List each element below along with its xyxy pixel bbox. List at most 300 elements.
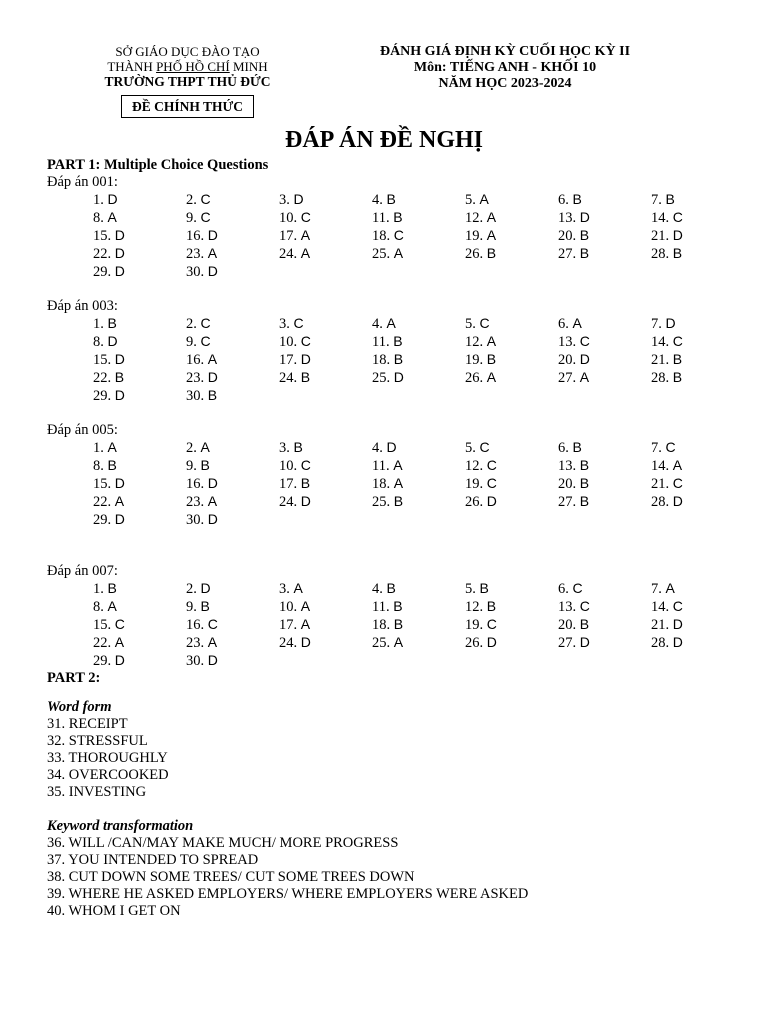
answer-letter: B (107, 315, 117, 331)
answer-letter: A (572, 315, 582, 331)
answer-item (93, 634, 186, 652)
answer-item (465, 227, 558, 245)
answer-letter: B (579, 245, 590, 261)
answer-item (372, 227, 465, 245)
answer-letter: B (107, 580, 117, 596)
answer-item (93, 191, 186, 209)
answer-item (93, 209, 186, 227)
keyword-transformation-list (47, 835, 737, 920)
answer-item (93, 315, 186, 333)
answer-letter: B (579, 227, 590, 243)
question-number: 16. (186, 228, 208, 244)
answer-item (465, 191, 558, 209)
question-number: 3. (279, 581, 294, 597)
answer-item (279, 475, 372, 493)
question-number: 17. (279, 617, 301, 633)
question-number: 9. (186, 599, 201, 615)
question-number: 1. (93, 440, 108, 456)
answer-item (465, 475, 558, 493)
question-number: 25. (372, 635, 394, 651)
answer-letter: A (665, 580, 675, 596)
answer-letter: D (207, 475, 218, 491)
answer-item (558, 191, 651, 209)
question-number: 19. (465, 352, 487, 368)
question-number: 18. (372, 617, 394, 633)
question-number: 3. (279, 192, 294, 208)
school-year: NĂM HỌC 2023-2024 (438, 76, 572, 91)
question-number: 27. (558, 370, 580, 386)
answer-item (186, 511, 279, 529)
answer-letter: D (114, 387, 125, 403)
answer-letter: D (114, 475, 125, 491)
question-number: 5. (465, 581, 480, 597)
answer-letter: A (293, 580, 303, 596)
question-number: 29. (93, 388, 115, 404)
question-number: 6. (558, 440, 573, 456)
answer-letter: D (207, 652, 218, 668)
answer-item (372, 245, 465, 263)
answer-letter: B (386, 580, 396, 596)
answer-letter: D (293, 191, 304, 207)
question-number: 12. (465, 210, 487, 226)
answer-item (279, 616, 372, 634)
question-number: 12. (465, 599, 487, 615)
answer-letter: C (672, 598, 683, 614)
answer-letter: A (207, 634, 218, 650)
answer-item (279, 227, 372, 245)
word-form-title: Word form (47, 699, 112, 715)
answer-letter: C (114, 616, 125, 632)
question-number: 14. (651, 210, 673, 226)
question-number: 18. (372, 352, 394, 368)
answer-grid (93, 439, 737, 529)
answer-item (186, 652, 279, 670)
question-number: 22. (93, 635, 115, 651)
answer-letter: B (579, 475, 590, 491)
answer-item (558, 457, 651, 475)
answer-item (186, 634, 279, 652)
answer-item (186, 315, 279, 333)
answer-letter: B (579, 616, 590, 632)
answer-item (558, 616, 651, 634)
question-number: 4. (372, 440, 387, 456)
list-item: 35. INVESTING (47, 784, 147, 800)
question-number: 2. (186, 316, 201, 332)
answer-letter: D (114, 511, 125, 527)
question-number: 2. (186, 581, 201, 597)
answer-item (558, 580, 651, 598)
answer-item (93, 598, 186, 616)
question-number: 22. (93, 246, 115, 262)
answer-letter: A (386, 315, 396, 331)
answer-letter: A (207, 493, 218, 509)
question-number: 7. (651, 316, 666, 332)
question-number: 25. (372, 494, 394, 510)
answer-letter: B (393, 616, 404, 632)
question-number: 23. (186, 494, 208, 510)
answer-item (558, 369, 651, 387)
question-number: 11. (372, 458, 394, 474)
answer-item (186, 457, 279, 475)
question-number: 16. (186, 617, 208, 633)
answer-item (651, 351, 744, 369)
answer-item (279, 369, 372, 387)
answer-item (279, 493, 372, 511)
answer-item (372, 333, 465, 351)
answer-letter: B (393, 209, 403, 225)
answer-letter: A (200, 439, 210, 455)
answer-item (372, 598, 465, 616)
answer-grid (93, 580, 737, 670)
answer-item (372, 369, 465, 387)
answer-item (651, 333, 744, 351)
answer-item (279, 191, 372, 209)
answer-letter: D (300, 493, 311, 509)
answer-item (651, 634, 744, 652)
answer-letter: C (293, 315, 304, 331)
answer-letter: B (672, 245, 683, 261)
question-number: 1. (93, 316, 108, 332)
list-item: 36. WILL /CAN/MAY MAKE MUCH/ MORE PROGRESS (47, 835, 399, 851)
answer-letter: C (579, 598, 590, 614)
answer-item (93, 263, 186, 281)
answer-item (651, 227, 744, 245)
answer-item (558, 227, 651, 245)
answer-letter: B (393, 598, 403, 614)
answer-item (558, 439, 651, 457)
answer-item (93, 387, 186, 405)
answer-letter: C (486, 475, 497, 491)
answer-letter: C (672, 209, 683, 225)
question-number: 5. (465, 192, 480, 208)
answer-item (186, 191, 279, 209)
answer-item (651, 493, 744, 511)
answer-item (465, 493, 558, 511)
answer-letter: C (200, 315, 211, 331)
question-number: 24. (279, 635, 301, 651)
answer-letter: D (672, 227, 683, 243)
question-number: 1. (93, 581, 108, 597)
question-number: 12. (465, 334, 487, 350)
page-title: ĐÁP ÁN ĐỀ NGHỊ (284, 127, 483, 153)
question-number: 16. (186, 476, 208, 492)
question-number: 18. (372, 476, 394, 492)
answer-item (465, 634, 558, 652)
answer-item (93, 493, 186, 511)
answer-letter: B (572, 191, 582, 207)
answer-letter: D (114, 245, 125, 261)
answer-item (465, 351, 558, 369)
answer-letter: C (486, 457, 497, 473)
subject-line: Môn: TIẾNG ANH - KHỐI 10 (413, 60, 597, 75)
question-number: 9. (186, 334, 201, 350)
answer-item (651, 315, 744, 333)
answer-item (93, 475, 186, 493)
word-form-list (47, 716, 737, 801)
answer-item (372, 580, 465, 598)
answer-letter: B (114, 369, 125, 385)
list-item: 38. CUT DOWN SOME TREES/ CUT SOME TREES DOWN (47, 869, 415, 885)
answer-letter: D (114, 652, 125, 668)
answer-letter: D (672, 616, 683, 632)
answer-item (465, 457, 558, 475)
answer-item (279, 457, 372, 475)
question-number: 15. (93, 476, 115, 492)
question-number: 30. (186, 653, 208, 669)
question-number: 22. (93, 370, 115, 386)
answer-item (372, 209, 465, 227)
answer-letter: C (479, 439, 490, 455)
answer-letter: D (207, 227, 218, 243)
answer-letter: D (207, 369, 218, 385)
question-number: 4. (372, 316, 387, 332)
question-number: 22. (93, 494, 115, 510)
question-number: 21. (651, 476, 673, 492)
part2-title: PART 2: (47, 670, 101, 686)
answer-letter: C (572, 580, 583, 596)
answer-letter: A (486, 209, 497, 225)
answer-letter: A (114, 634, 125, 650)
question-number: 27. (558, 635, 580, 651)
answer-key-label: Đáp án 005: (47, 422, 118, 438)
answer-letter: B (386, 191, 396, 207)
question-number: 28. (651, 246, 673, 262)
question-number: 10. (279, 334, 301, 350)
answer-item (558, 475, 651, 493)
question-number: 20. (558, 352, 580, 368)
question-number: 28. (651, 635, 673, 651)
answer-letter: B (672, 369, 683, 385)
answer-key-003 (47, 298, 737, 405)
answer-letter: C (200, 191, 211, 207)
question-number: 1. (93, 192, 108, 208)
answer-item (372, 351, 465, 369)
answer-letter: B (300, 369, 311, 385)
answer-letter: A (393, 634, 404, 650)
question-number: 12. (465, 458, 487, 474)
answer-key-001 (47, 174, 737, 281)
question-number: 6. (558, 581, 573, 597)
answer-item (93, 652, 186, 670)
answer-item (465, 439, 558, 457)
answer-letter: A (393, 245, 404, 261)
question-number: 23. (186, 370, 208, 386)
answer-item (558, 333, 651, 351)
question-number: 27. (558, 246, 580, 262)
question-number: 2. (186, 192, 201, 208)
question-number: 13. (558, 458, 580, 474)
answer-letter: A (479, 191, 489, 207)
answer-letter: B (300, 475, 311, 491)
question-number: 28. (651, 370, 673, 386)
question-number: 2. (186, 440, 201, 456)
answer-item (93, 580, 186, 598)
answer-letter: C (479, 315, 490, 331)
question-number: 23. (186, 635, 208, 651)
question-number: 11. (372, 599, 394, 615)
answer-item (372, 634, 465, 652)
question-number: 24. (279, 494, 301, 510)
list-item: 40. WHOM I GET ON (47, 903, 181, 919)
question-number: 17. (279, 352, 301, 368)
question-number: 14. (651, 334, 673, 350)
question-number: 13. (558, 599, 580, 615)
question-number: 13. (558, 210, 580, 226)
question-number: 11. (372, 210, 394, 226)
official-exam-box: ĐỀ CHÍNH THỨC (121, 95, 254, 118)
answer-item (465, 245, 558, 263)
answer-letter: C (665, 439, 676, 455)
part1-title: PART 1: Multiple Choice Questions (47, 157, 269, 173)
question-number: 26. (465, 635, 487, 651)
answer-item (279, 351, 372, 369)
answer-letter: C (300, 333, 311, 349)
question-number: 30. (186, 388, 208, 404)
question-number: 17. (279, 476, 301, 492)
answer-letter: C (486, 616, 497, 632)
answer-item (186, 369, 279, 387)
answer-letter: B (293, 439, 303, 455)
answer-item (279, 580, 372, 598)
answer-item (651, 457, 744, 475)
answer-grid (93, 315, 737, 405)
answer-item (279, 209, 372, 227)
answer-letter: A (393, 475, 404, 491)
answer-letter: D (579, 209, 590, 225)
answer-item (186, 333, 279, 351)
question-number: 30. (186, 264, 208, 280)
question-number: 29. (93, 512, 115, 528)
answer-letter: B (486, 245, 497, 261)
question-number: 5. (465, 440, 480, 456)
answer-letter: B (486, 598, 497, 614)
city-name: THÀNH PHỐ HỒ CHÍ MINH (107, 59, 268, 74)
answer-content (47, 157, 737, 920)
answer-item (93, 511, 186, 529)
answer-item (93, 333, 186, 351)
question-number: 29. (93, 653, 115, 669)
answer-item (465, 580, 558, 598)
answer-item (186, 598, 279, 616)
answer-item (93, 369, 186, 387)
question-number: 21. (651, 617, 673, 633)
answer-item (186, 227, 279, 245)
answer-item (372, 315, 465, 333)
answer-letter: B (393, 351, 404, 367)
answer-item (93, 351, 186, 369)
answer-item (558, 634, 651, 652)
question-number: 19. (465, 617, 487, 633)
question-number: 11. (372, 334, 394, 350)
answer-item (558, 493, 651, 511)
header-left (75, 44, 300, 118)
answer-letter: C (300, 209, 311, 225)
answer-letter: D (300, 351, 311, 367)
answer-letter: B (107, 457, 117, 473)
answer-letter: A (486, 333, 497, 349)
answer-item (465, 369, 558, 387)
question-number: 26. (465, 246, 487, 262)
answer-item (93, 439, 186, 457)
answer-letter: C (200, 333, 211, 349)
question-number: 10. (279, 599, 301, 615)
answer-item (651, 245, 744, 263)
answer-item (372, 475, 465, 493)
answer-letter: A (300, 616, 311, 632)
answer-key-label: Đáp án 007: (47, 563, 118, 579)
question-number: 9. (186, 210, 201, 226)
question-number: 20. (558, 476, 580, 492)
answer-item (465, 333, 558, 351)
question-number: 4. (372, 581, 387, 597)
exam-title: ĐÁNH GIÁ ĐỊNH KỲ CUỐI HỌC KỲ II (379, 44, 631, 59)
answer-letter: D (486, 634, 497, 650)
question-number: 24. (279, 246, 301, 262)
answer-item (93, 245, 186, 263)
answer-letter: D (207, 511, 218, 527)
answer-letter: B (579, 493, 590, 509)
question-number: 29. (93, 264, 115, 280)
answer-item (279, 634, 372, 652)
answer-item (651, 369, 744, 387)
question-number: 14. (651, 458, 673, 474)
answer-item (465, 315, 558, 333)
answer-letter: D (300, 634, 311, 650)
answer-item (558, 209, 651, 227)
question-number: 6. (558, 192, 573, 208)
question-number: 21. (651, 352, 673, 368)
answer-item (186, 439, 279, 457)
answer-item (186, 616, 279, 634)
answer-item (651, 475, 744, 493)
question-number: 23. (186, 246, 208, 262)
answer-key-label: Đáp án 001: (47, 174, 118, 190)
question-number: 15. (93, 352, 115, 368)
list-item: 39. WHERE HE ASKED EMPLOYERS/ WHERE EMPLOYERS WERE ASKED (47, 886, 529, 902)
question-number: 8. (93, 334, 108, 350)
question-number: 7. (651, 581, 666, 597)
answer-letter: A (114, 493, 125, 509)
question-number: 25. (372, 246, 394, 262)
answer-item (651, 191, 744, 209)
answer-item (279, 439, 372, 457)
question-number: 3. (279, 316, 294, 332)
question-number: 15. (93, 228, 115, 244)
answer-letter: C (672, 475, 683, 491)
answer-letter: D (114, 263, 125, 279)
answer-item (651, 580, 744, 598)
answer-letter: A (300, 598, 311, 614)
question-number: 6. (558, 316, 573, 332)
answer-item (186, 493, 279, 511)
answer-letter: A (207, 245, 218, 261)
answer-item (186, 263, 279, 281)
answer-letter: A (300, 227, 311, 243)
answer-letter: A (107, 439, 117, 455)
answer-key-007 (47, 563, 737, 670)
answer-letter: D (107, 191, 118, 207)
answer-item (93, 457, 186, 475)
question-number: 27. (558, 494, 580, 510)
answer-item (558, 315, 651, 333)
answer-item (93, 616, 186, 634)
answer-letter: D (579, 351, 590, 367)
answer-letter: D (672, 493, 683, 509)
answer-item (651, 439, 744, 457)
answer-grid (93, 191, 737, 281)
answer-letter: B (486, 351, 497, 367)
answer-letter: A (486, 227, 497, 243)
